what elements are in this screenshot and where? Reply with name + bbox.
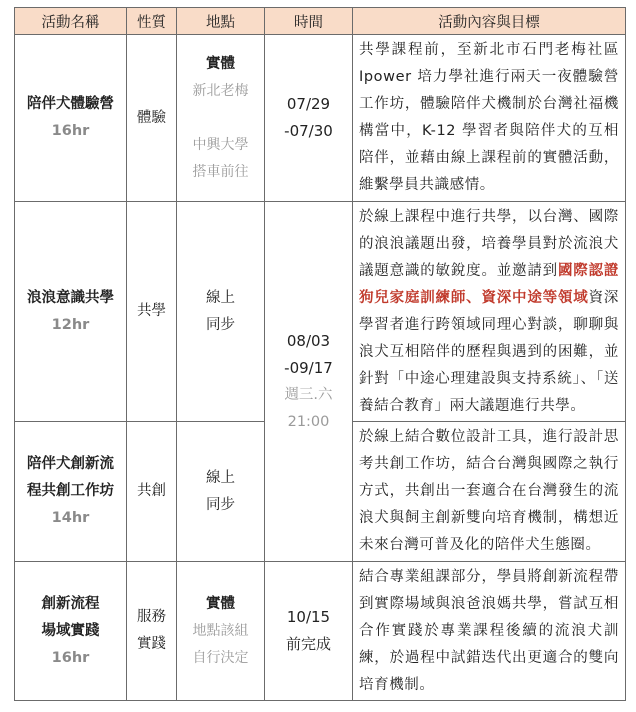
description-cell (353, 202, 626, 422)
nature-label: 共創 (137, 483, 166, 499)
description-text: 資深學習者進行跨領域同理心對談，聊聊與浪犬互相陪伴的歷程與遇到的困難，並針對「中途心理建設與支持系統」、「送養結合教育」兩大議題進行共學。 (359, 289, 619, 414)
time-cell (265, 35, 353, 202)
nature-label-line: 服務 (137, 609, 166, 625)
description-highlight: 國際認證狗兒家庭訓練師、資深中途等領域 (359, 262, 619, 306)
table-header-row (15, 8, 626, 35)
activity-name-cell (15, 562, 127, 701)
activity-name: 浪浪意識共學 (27, 289, 114, 306)
nature-cell (127, 422, 177, 562)
description-cell (353, 422, 626, 562)
activity-name-cell (15, 35, 127, 202)
activity-hours: 12hr (51, 316, 90, 333)
header-content-goal: 活動內容與目標 (353, 8, 626, 35)
location-line: 同步 (206, 316, 235, 333)
location-line: 新北老梅 (192, 82, 249, 99)
nature-cell (127, 35, 177, 202)
shared-time-cell (265, 202, 353, 562)
activity-schedule-table (14, 7, 626, 701)
table-row (15, 35, 626, 202)
table-row (15, 562, 626, 701)
header-location: 地點 (177, 8, 265, 35)
activity-name-line: 程共創工作坊 (27, 483, 114, 499)
nature-cell (127, 202, 177, 422)
time-deadline-note: 前完成 (285, 635, 331, 653)
location-cell (177, 35, 265, 202)
time-end: -09/17 (284, 358, 333, 377)
activity-hours: 16hr (51, 649, 90, 666)
time-weekdays: 週三.六 (284, 386, 333, 403)
location-line: 線上 (206, 469, 235, 486)
description-text: 於線上結合數位設計工具，進行設計思考共創工作坊，結合台灣與國際之執行方式，共創出一套適合在台灣發生的流浪犬與飼主創新雙向培育機制，構想近未來台灣可普及化的陪伴犬生態圈。 (359, 429, 619, 553)
time-hour: 21:00 (287, 413, 330, 430)
header-nature: 性質 (127, 8, 177, 35)
nature-label: 體驗 (137, 109, 166, 126)
location-line: 自行決定 (192, 649, 249, 666)
location-line: 地點該組 (192, 622, 249, 639)
time-deadline-date: 10/15 (286, 608, 331, 626)
activity-name-line: 場域實踐 (41, 622, 100, 639)
location-line: 中興大學 (192, 136, 249, 153)
nature-label-line: 實踐 (137, 636, 166, 652)
location-cell (177, 202, 265, 422)
location-type: 實體 (206, 595, 235, 612)
header-activity-name: 活動名稱 (15, 8, 127, 35)
description-text: 共學課程前，至新北市石門老梅社區Ipower 培力學社進行兩天一夜體驗營工作坊，體驗陪伴犬機制於台灣社福機構當中，K-12 學習者與陪伴犬的互相陪伴，並藉由線上課程前的實體活動，維繫學員共識感情。 (359, 42, 619, 193)
activity-name-cell (15, 422, 127, 562)
table-row (15, 202, 626, 422)
location-line: 同步 (206, 496, 235, 513)
location-cell (177, 562, 265, 701)
description-text: 結合專業組課部分，學員將創新流程帶到實際場域與浪爸浪媽共學，嘗試互相合作實踐於專業課程後續的流浪犬訓練，於過程中試錯迭代出更適合的雙向培育機制。 (359, 568, 619, 693)
location-line: 線上 (206, 289, 235, 306)
activity-name-line: 創新流程 (41, 595, 100, 612)
nature-cell (127, 562, 177, 701)
time-start: 07/29 (286, 95, 331, 113)
time-cell (265, 562, 353, 701)
description-cell (353, 35, 626, 202)
time-start: 08/03 (286, 331, 331, 350)
activity-name-line: 陪伴犬創新流 (27, 456, 114, 472)
nature-label: 共學 (137, 303, 166, 319)
time-end: -07/30 (284, 122, 333, 140)
header-time: 時間 (265, 8, 353, 35)
description-cell (353, 562, 626, 701)
description-text: 於線上課程中進行共學，以台灣、國際的浪浪議題出發，培養學員對於流浪犬議題意識的敏銳度。並邀請到 (359, 208, 619, 279)
activity-hours: 14hr (51, 510, 90, 526)
activity-name: 陪伴犬體驗營 (27, 96, 114, 112)
location-cell (177, 422, 265, 562)
activity-name-cell (15, 202, 127, 422)
location-type: 實體 (206, 55, 235, 72)
location-line: 搭車前往 (192, 163, 249, 180)
activity-hours: 16hr (51, 123, 90, 139)
